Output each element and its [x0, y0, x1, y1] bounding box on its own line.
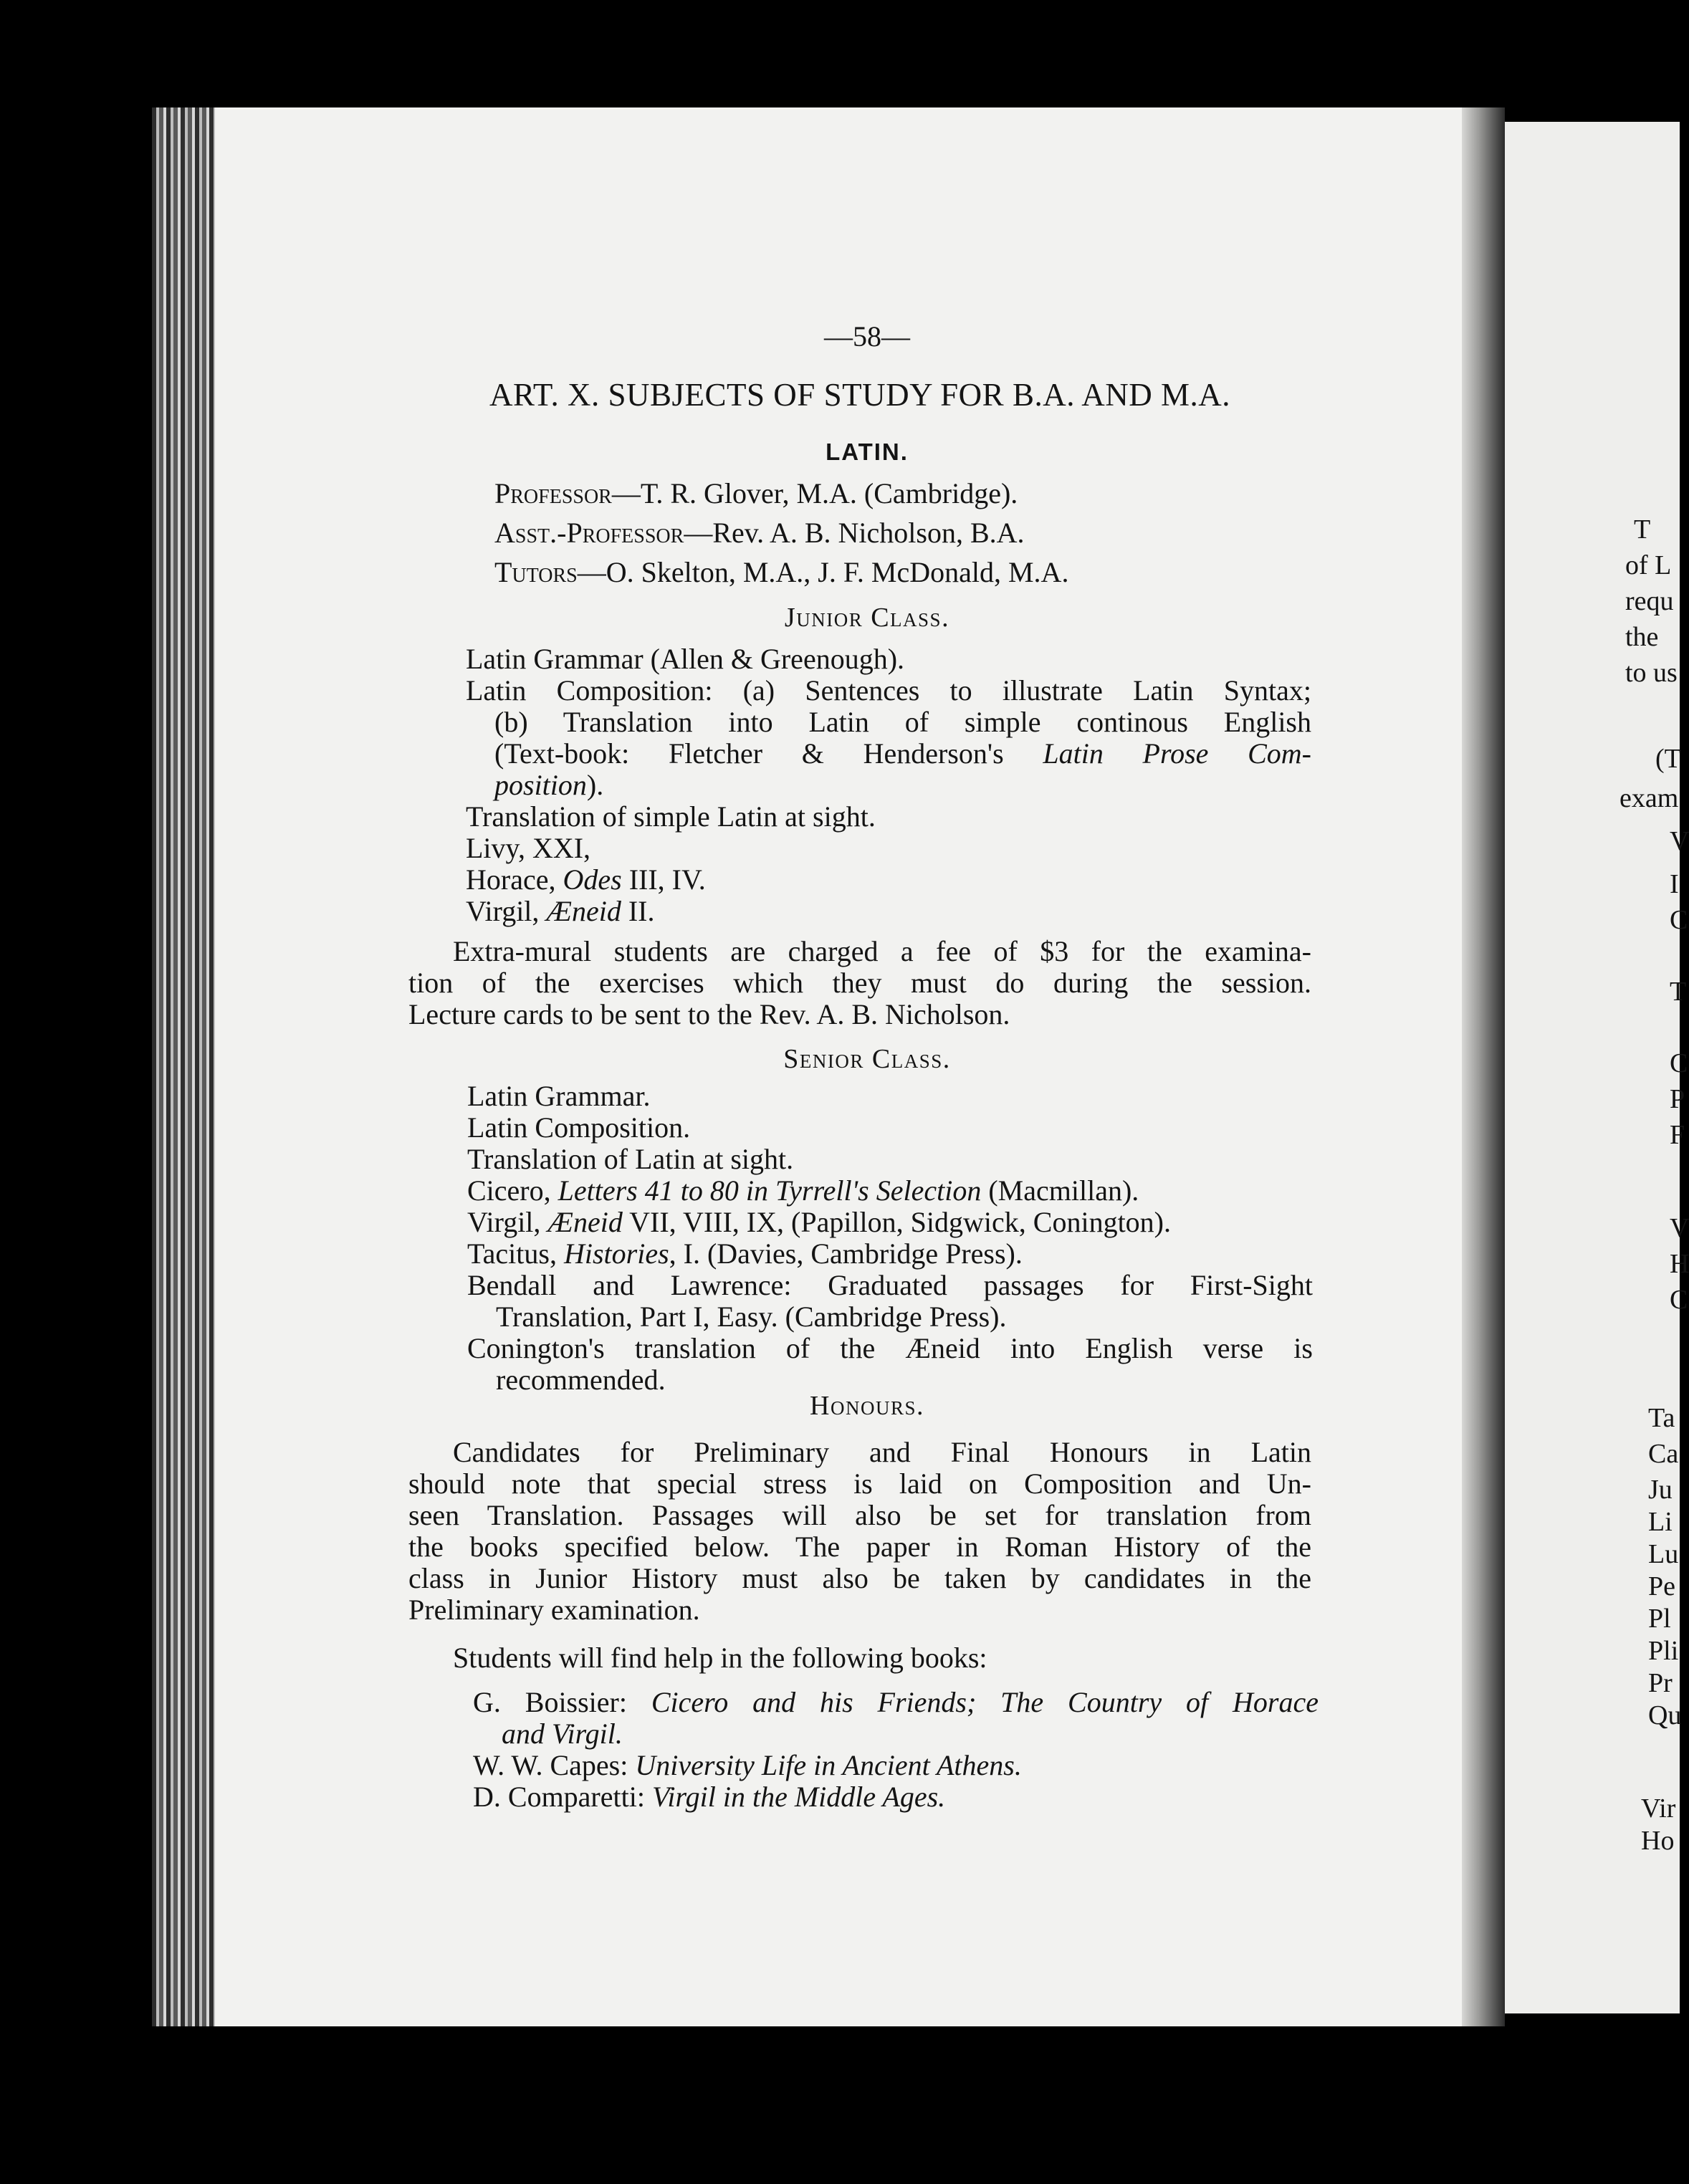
list-item: Latin Grammar (Allen & Greenough). [466, 643, 905, 675]
paragraph-line: Preliminary examination. [408, 1594, 700, 1626]
list-item: Latin Composition: (a) Sentences to illustrate Latin Syntax; [466, 674, 1311, 707]
right-fragment: Ca [1648, 1439, 1679, 1469]
article-title: ART. X. SUBJECTS OF STUDY FOR B.A. AND M.A. [489, 377, 1230, 413]
list-item-text: Tacitus, [467, 1237, 564, 1270]
list-item [467, 1207, 1313, 1238]
help-books-list [473, 1687, 1319, 1813]
list-item: Translation of simple Latin at sight. [466, 800, 876, 833]
list-item-text: (Text-book: Fletcher & Henderson's [494, 737, 1043, 770]
right-fragment: Lu [1648, 1539, 1679, 1569]
right-fragment: I [1670, 869, 1679, 899]
list-item-text: VII, VIII, IX, (Papillon, Sidgwick, Conington). [622, 1206, 1171, 1238]
right-fragment: Ju [1648, 1475, 1673, 1505]
right-fragment: the [1625, 622, 1659, 652]
list-item: (b) Translation into Latin of simple continous English [494, 706, 1311, 738]
paragraph-line: should note that special stress is laid on Composition and Un- [408, 1467, 1311, 1500]
right-fragment: F [1670, 1120, 1685, 1150]
list-item-title: position [494, 769, 587, 801]
list-item-title: Latin Prose Com- [1043, 737, 1311, 770]
list-item-text: , I. (Davies, Cambridge Press). [669, 1237, 1023, 1270]
staff-tutors [494, 555, 1068, 589]
list-item-text: ). [586, 769, 604, 801]
book-title: and Virgil. [502, 1718, 623, 1750]
list-item [466, 770, 1311, 801]
right-fragment: T [1634, 514, 1651, 545]
staff-name: Rev. A. B. Nicholson, B.A. [712, 517, 1025, 549]
paragraph-line: Extra-mural students are charged a fee of $3 for the examina- [453, 935, 1311, 967]
right-fragment: Vir [1641, 1793, 1676, 1824]
senior-class-list [467, 1081, 1313, 1396]
honours-heading: Honours. [810, 1391, 924, 1421]
paragraph-line: class in Junior History must also be taken by candidates in the [408, 1562, 1311, 1594]
book-entry [473, 1781, 1319, 1813]
book-entry [473, 1718, 1319, 1750]
right-fragment: T [1670, 977, 1687, 1007]
staff-name: O. Skelton, M.A., J. F. McDonald, M.A. [606, 556, 1069, 588]
right-fragment: (T [1655, 744, 1681, 774]
right-fragment: exam [1619, 783, 1679, 813]
help-intro [408, 1642, 1311, 1674]
list-item-title: Letters 41 to 80 in Tyrrell's Selection [558, 1174, 982, 1207]
staff-name: T. R. Glover, M.A. (Cambridge). [640, 477, 1018, 509]
honours-paragraph [408, 1437, 1311, 1626]
book-title: Cicero and his Friends; The Country of Horace [651, 1686, 1319, 1718]
list-item: Bendall and Lawrence: Graduated passages for First-Sight [467, 1269, 1313, 1301]
staff-role: Asst.-Professor— [494, 517, 713, 549]
page-number: —58— [824, 320, 910, 353]
right-fragment: requ [1625, 586, 1674, 616]
right-fragment: Li [1648, 1507, 1673, 1537]
list-item [466, 864, 1311, 896]
right-page [1505, 122, 1689, 2013]
list-item: Translation of Latin at sight. [467, 1143, 794, 1175]
list-item-text: Horace, [466, 863, 563, 896]
list-item [467, 1175, 1313, 1207]
list-item: Latin Composition. [467, 1111, 691, 1144]
book-title: Virgil in the Middle Ages. [651, 1781, 946, 1813]
list-item [466, 896, 1311, 927]
right-fragment: Pr [1648, 1668, 1673, 1698]
list-item: Latin Grammar. [467, 1080, 651, 1112]
paragraph-line: the books specified below. The paper in Roman History of the [408, 1531, 1311, 1563]
right-fragment: V [1670, 1213, 1689, 1243]
extramural-note [408, 936, 1311, 1030]
list-item-text: Virgil, [466, 895, 547, 927]
book-gutter [1462, 107, 1505, 2026]
right-fragment: H [1670, 1249, 1689, 1279]
list-item: Livy, XXI, [466, 832, 591, 864]
list-item-text: III, IV. [621, 863, 706, 896]
right-fragment: Ta [1648, 1403, 1675, 1433]
list-item: recommended. [496, 1364, 666, 1396]
list-item-title: Æneid [547, 1206, 623, 1238]
staff-asst-professor [494, 516, 1025, 550]
list-item-text: (Macmillan). [981, 1174, 1139, 1207]
list-item [466, 738, 1311, 770]
list-item-title: Histories [563, 1237, 669, 1270]
right-fragment: Pe [1648, 1571, 1675, 1601]
right-fragment: of L [1625, 550, 1672, 580]
book-author: W. W. Capes: [473, 1749, 636, 1781]
book-entry [473, 1750, 1319, 1781]
list-item-text: Virgil, [467, 1206, 548, 1238]
book-author: G. Boissier: [473, 1686, 651, 1718]
list-item [467, 1238, 1313, 1270]
right-fragment: Pl [1648, 1604, 1671, 1634]
junior-class-list [466, 643, 1311, 927]
staff-role: Professor— [494, 477, 641, 509]
right-fragment: C [1670, 1048, 1688, 1078]
list-item-title: Æneid [546, 895, 621, 927]
staff-professor [494, 476, 1018, 510]
book-author: D. Comparetti: [473, 1781, 652, 1813]
subject-heading: LATIN. [826, 439, 909, 465]
book-entry [473, 1687, 1319, 1718]
book-title: University Life in Ancient Athens. [635, 1749, 1022, 1781]
staff-role: Tutors— [494, 556, 606, 588]
right-fragment: Pli [1648, 1636, 1679, 1666]
junior-class-heading: Junior Class. [784, 603, 950, 633]
right-fragment: to us [1625, 658, 1678, 688]
senior-class-heading: Senior Class. [783, 1044, 951, 1074]
right-fragment: V [1670, 826, 1689, 856]
paragraph-line: Students will find help in the following books: [453, 1642, 987, 1674]
right-fragment: P [1670, 1084, 1685, 1114]
paragraph-line: Lecture cards to be sent to the Rev. A. B. Nicholson. [408, 998, 1010, 1030]
right-fragment: C [1670, 905, 1688, 935]
right-fragment: Qu [1648, 1700, 1682, 1730]
list-item-text: II. [621, 895, 655, 927]
right-fragment: Ho [1641, 1826, 1675, 1856]
list-item: Conington's translation of the Æneid into English verse is [467, 1332, 1313, 1364]
list-item-text: Cicero, [467, 1174, 558, 1207]
paragraph-line: seen Translation. Passages will also be set for translation from [408, 1499, 1311, 1531]
list-item: Translation, Part I, Easy. (Cambridge Press). [496, 1301, 1007, 1333]
paragraph-line: Candidates for Preliminary and Final Honours in Latin [453, 1436, 1311, 1468]
list-item-title: Odes [563, 863, 622, 896]
right-fragment: C [1670, 1285, 1688, 1315]
page-edge-stack [152, 107, 221, 2026]
paragraph-line: tion of the exercises which they must do during the session. [408, 967, 1311, 999]
